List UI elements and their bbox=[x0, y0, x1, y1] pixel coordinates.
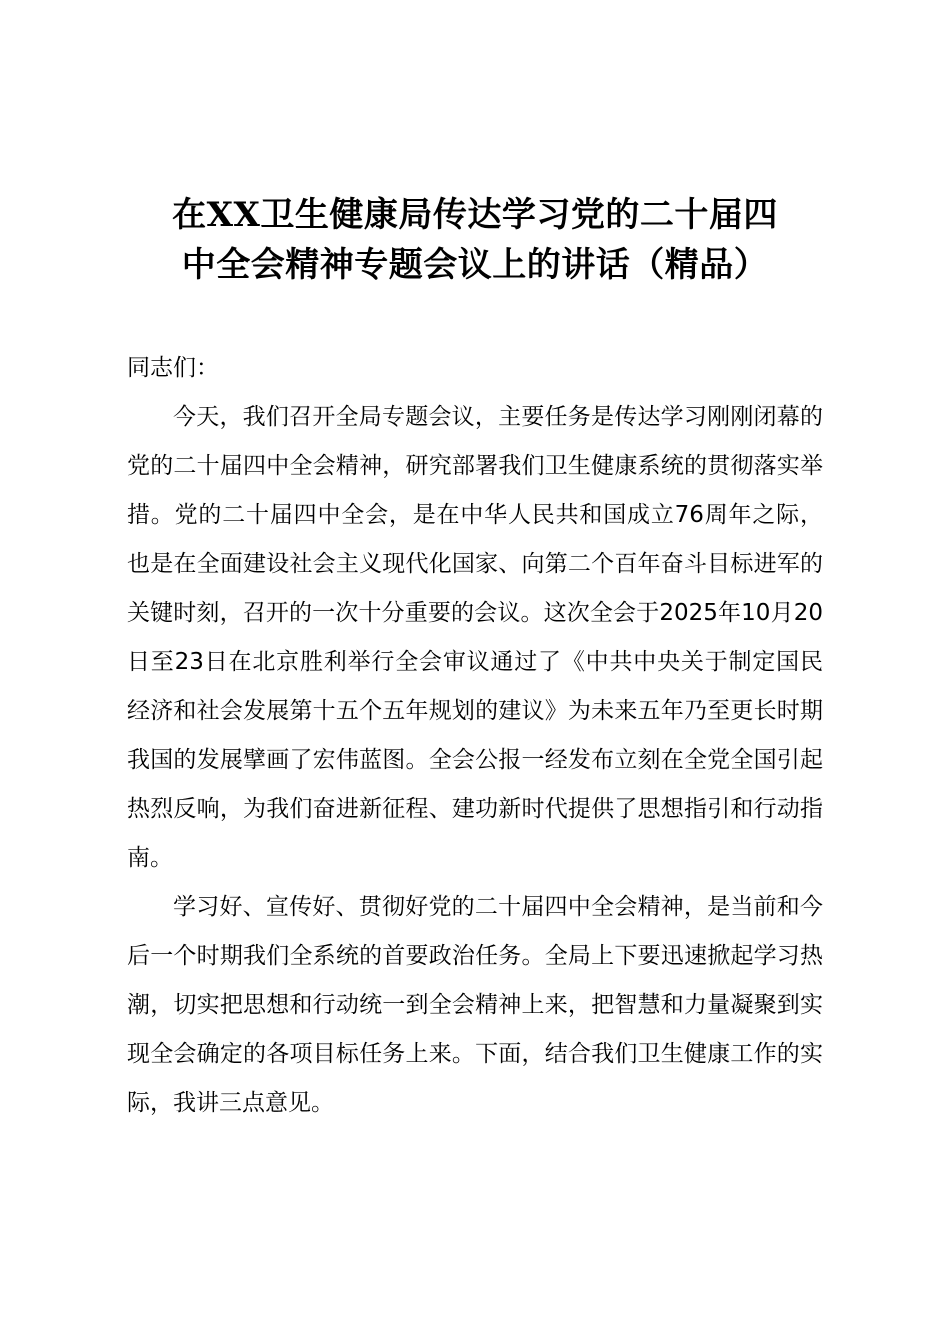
document-title bbox=[100, 190, 850, 290]
title-line-2: 中全会精神专题会议上的讲话（精品） bbox=[181, 245, 769, 285]
paragraph-2: 学习好、宣传好、贯彻好党的二十届四中全会精神，是当前和今后一个时期我们全系统的首要政治任务。全局上下要迅速掀起学习热潮，切实把思想和行动统一到全会精神上来，把智慧和力量凝聚到实现全会确定的各项目标任务上来。下面，结合我们卫生健康工作的实际，我讲三点意见。 bbox=[127, 894, 823, 1116]
title-line-1: 在XX卫生健康局传达学习党的二十届四 bbox=[172, 195, 778, 235]
paragraph-1: 今天，我们召开全局专题会议，主要任务是传达学习刚刚闭幕的党的二十届四中全会精神，研究部署我们卫生健康系统的贯彻落实举措。党的二十届四中全会，是在中华人民共和国成立76周年之际，也是在全面建设社会主义现代化国家、向第二个百年奋斗目标进军的关键时刻，召开的一次十分重要的会议。这次全会于2025年10月20日至23日在北京胜利举行全会审议通过了《中共中央关于制定国民经济和社会发展第十五个五年规划的建议》为未来五年乃至更长时期我国的发展擘画了宏伟蓝图。全会公报一经发布立刻在全党全国引起热烈反响，为我们奋进新征程、建功新时代提供了思想指引和行动指南。 bbox=[127, 404, 823, 871]
salutation: 同志们： bbox=[127, 355, 219, 381]
document-body bbox=[127, 344, 823, 1128]
